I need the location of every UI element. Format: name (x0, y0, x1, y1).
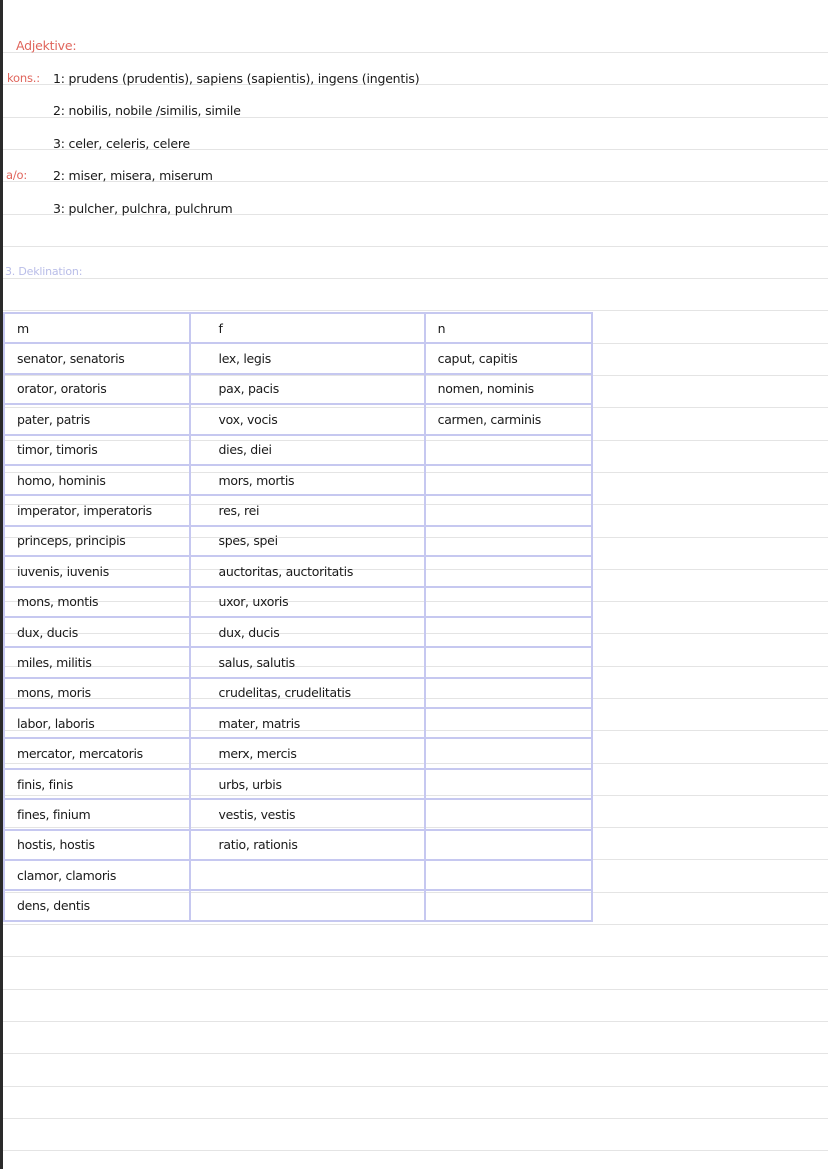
ao-line-2: 3: pulcher, pulchra, pulchrum (53, 201, 233, 216)
ruled-line (3, 1086, 828, 1087)
declension-table-body (4, 313, 592, 921)
table-row (4, 495, 592, 525)
kons-line-3: 3: celer, celeris, celere (53, 136, 191, 151)
cell-n (425, 526, 592, 556)
ao-tag: a/o: (6, 168, 28, 182)
ruled-line (3, 52, 828, 53)
table-row (4, 465, 592, 495)
cell-n (425, 708, 592, 738)
table-row (4, 526, 592, 556)
cell-n (425, 830, 592, 860)
cell-f: merx, mercis (190, 738, 425, 768)
cell-f: uxor, uxoris (190, 587, 425, 617)
cell-m: orator, oratoris (4, 374, 190, 404)
cell-m: pater, patris (4, 404, 190, 434)
cell-n: caput, capitis (425, 343, 592, 373)
cell-m: princeps, principis (4, 526, 190, 556)
cell-f: mors, mortis (190, 465, 425, 495)
cell-m: miles, militis (4, 647, 190, 677)
cell-m: clamor, clamoris (4, 860, 190, 890)
ruled-line (3, 1053, 828, 1054)
cell-f: vestis, vestis (190, 799, 425, 829)
ruled-line (3, 1021, 828, 1022)
cell-n (425, 556, 592, 586)
cell-m: labor, laboris (4, 708, 190, 738)
cell-m: senator, senatoris (4, 343, 190, 373)
ruled-line (3, 956, 828, 957)
cell-m: mons, moris (4, 678, 190, 708)
cell-m: finis, finis (4, 769, 190, 799)
table-row (4, 556, 592, 586)
cell-n (425, 678, 592, 708)
cell-f: spes, spei (190, 526, 425, 556)
ao-line-1: 2: miser, misera, miserum (53, 168, 213, 183)
ruled-line (3, 1118, 828, 1119)
cell-n (425, 465, 592, 495)
cell-n: nomen, nominis (425, 374, 592, 404)
cell-m: hostis, hostis (4, 830, 190, 860)
cell-m: fines, finium (4, 799, 190, 829)
cell-f: urbs, urbis (190, 769, 425, 799)
cell-f: vox, vocis (190, 404, 425, 434)
cell-f: auctoritas, auctoritatis (190, 556, 425, 586)
cell-f: dux, ducis (190, 617, 425, 647)
table-row (4, 404, 592, 434)
cell-n (425, 860, 592, 890)
ruled-line (3, 989, 828, 990)
cell-f (190, 860, 425, 890)
cell-f: res, rei (190, 495, 425, 525)
cell-f: dies, diei (190, 435, 425, 465)
table-row (4, 587, 592, 617)
cell-f: mater, matris (190, 708, 425, 738)
cell-f: salus, salutis (190, 647, 425, 677)
table-row (4, 769, 592, 799)
header-m: m (4, 313, 190, 343)
header-f: f (190, 313, 425, 343)
cell-n (425, 890, 592, 920)
cell-f: crudelitas, crudelitatis (190, 678, 425, 708)
table-row (4, 343, 592, 373)
cell-f: lex, legis (190, 343, 425, 373)
table-row (4, 678, 592, 708)
ruled-line (3, 246, 828, 247)
cell-m: dux, ducis (4, 617, 190, 647)
table-row (4, 830, 592, 860)
ruled-line (3, 310, 828, 311)
kons-line-1: 1: prudens (prudentis), sapiens (sapientis), ingens (ingentis) (53, 71, 420, 86)
table-row (4, 617, 592, 647)
cell-n (425, 738, 592, 768)
kons-tag: kons.: (7, 71, 40, 85)
ruled-line (3, 278, 828, 279)
declension-table (3, 312, 593, 922)
table-row (4, 860, 592, 890)
cell-m: iuvenis, iuvenis (4, 556, 190, 586)
kons-line-2: 2: nobilis, nobile /similis, simile (53, 103, 241, 118)
table-row (4, 435, 592, 465)
cell-m: dens, dentis (4, 890, 190, 920)
table-row (4, 738, 592, 768)
cell-n (425, 617, 592, 647)
cell-m: mercator, mercatoris (4, 738, 190, 768)
cell-n: carmen, carminis (425, 404, 592, 434)
cell-m: homo, hominis (4, 465, 190, 495)
cell-n (425, 587, 592, 617)
table-row (4, 708, 592, 738)
cell-n (425, 647, 592, 677)
cell-m: mons, montis (4, 587, 190, 617)
cell-f: pax, pacis (190, 374, 425, 404)
table-header-row (4, 313, 592, 343)
table-row (4, 647, 592, 677)
cell-n (425, 799, 592, 829)
ruled-line (3, 1150, 828, 1151)
header-n: n (425, 313, 592, 343)
cell-n (425, 495, 592, 525)
cell-m: imperator, imperatoris (4, 495, 190, 525)
cell-n (425, 769, 592, 799)
cell-f (190, 890, 425, 920)
declension-heading: 3. Deklination: (5, 265, 83, 278)
table-row (4, 374, 592, 404)
adjectives-heading: Adjektive: (16, 38, 77, 53)
table-row (4, 890, 592, 920)
cell-f: ratio, rationis (190, 830, 425, 860)
table-row (4, 799, 592, 829)
cell-m: timor, timoris (4, 435, 190, 465)
ruled-line (3, 924, 828, 925)
cell-n (425, 435, 592, 465)
